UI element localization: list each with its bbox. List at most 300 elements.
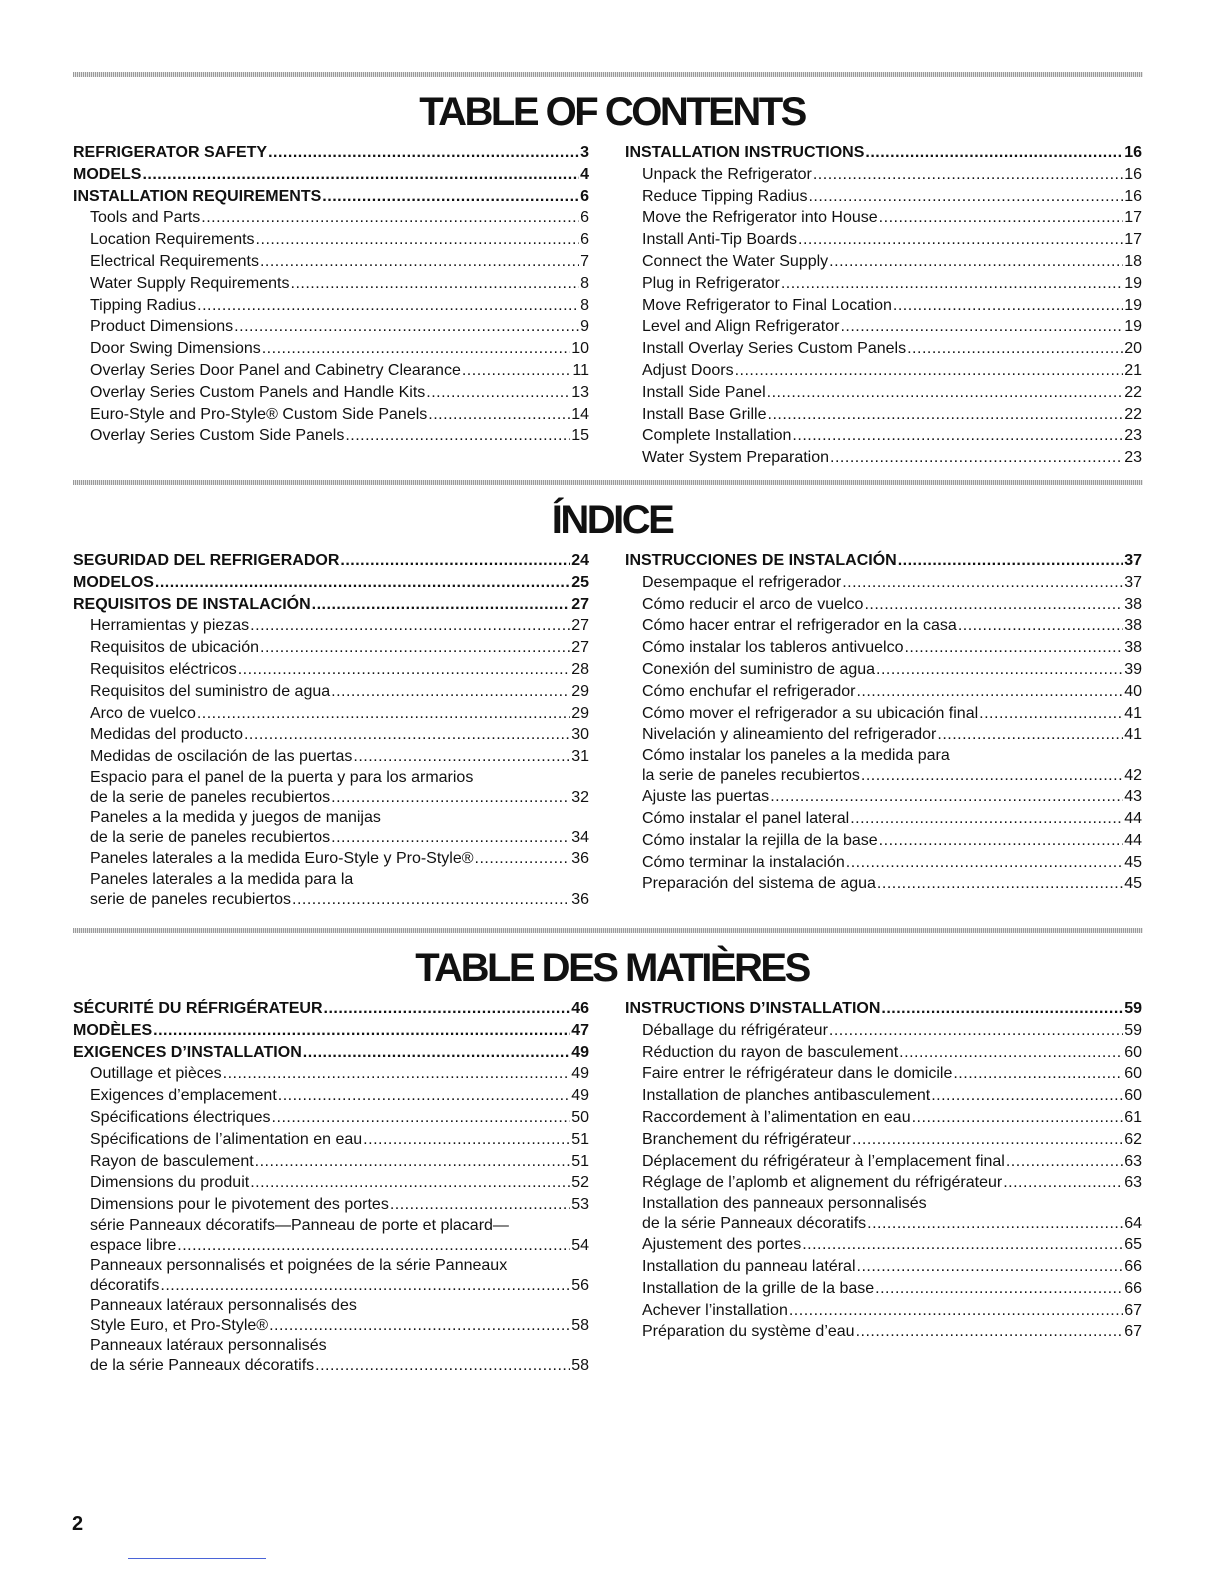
dot-leader (898, 550, 1123, 572)
toc-entry-page: 41 (1124, 704, 1142, 722)
toc-entry[interactable] (73, 808, 589, 848)
dot-leader (250, 1172, 570, 1194)
toc-entry-page: 59 (1124, 1021, 1142, 1039)
toc-entry[interactable] (73, 273, 589, 295)
toc-es-right-column (625, 550, 1142, 895)
toc-entry[interactable] (625, 360, 1142, 382)
toc-entry[interactable] (625, 681, 1142, 703)
toc-section-heading[interactable] (625, 142, 1142, 164)
toc-entry[interactable] (625, 1020, 1142, 1042)
toc-entry[interactable] (73, 425, 589, 447)
toc-entry-title: Cómo instalar los tableros antivuelco (642, 639, 904, 657)
toc-entry-page: 49 (571, 1087, 589, 1105)
toc-entry-page: 23 (1124, 427, 1142, 445)
toc-entry-page: 27 (571, 617, 589, 635)
dot-leader (876, 659, 1123, 681)
toc-entry-page: 16 (1124, 144, 1142, 161)
toc-section-heading[interactable] (73, 998, 589, 1020)
toc-entry-page: 18 (1124, 252, 1142, 270)
toc-entry-page: 49 (571, 1065, 589, 1083)
dot-leader (829, 251, 1123, 273)
toc-entry-title: Exigences d’emplacement (90, 1087, 277, 1105)
toc-entry[interactable] (73, 1063, 589, 1085)
dot-leader (303, 1042, 570, 1064)
dot-leader (867, 1214, 1123, 1234)
dot-leader (322, 186, 579, 208)
toc-entry[interactable] (73, 360, 589, 382)
dot-leader (353, 746, 570, 768)
toc-entry-title: REQUISITOS DE INSTALACIÓN (73, 595, 311, 613)
toc-entry-page: 51 (571, 1152, 589, 1170)
dot-leader (340, 550, 570, 572)
toc-entry[interactable] (73, 1216, 589, 1256)
toc-entry[interactable] (625, 830, 1142, 852)
toc-entry-title: Install Anti-Tip Boards (642, 231, 798, 249)
dot-leader (857, 1256, 1124, 1278)
toc-entry[interactable] (73, 207, 589, 229)
dot-leader (177, 1236, 570, 1256)
toc-entry-title-cont: serie de paneles recubiertos (90, 890, 292, 908)
toc-entry[interactable] (625, 1194, 1142, 1234)
toc-entry-title: Arco de vuelco (90, 704, 196, 722)
toc-entry-page: 36 (571, 890, 589, 908)
toc-entry-title: Réduction du rayon de basculement (642, 1043, 899, 1061)
toc-entry-page: 10 (571, 340, 589, 358)
toc-entry-title: Panneaux latéraux personnalisés (90, 1336, 327, 1354)
toc-entry[interactable] (625, 164, 1142, 186)
toc-entry[interactable] (73, 1194, 589, 1216)
dot-leader (879, 830, 1124, 852)
toc-entry-title: Cómo reducir el arco de vuelco (642, 595, 864, 613)
toc-section-heading[interactable] (73, 1042, 589, 1064)
toc-entry-page: 19 (1124, 318, 1142, 336)
toc-section-heading[interactable] (73, 164, 589, 186)
toc-entry-title: Installation du panneau latéral (642, 1257, 856, 1275)
toc-entry-title: Achever l’installation (642, 1301, 788, 1319)
toc-entry-page: 63 (1124, 1174, 1142, 1192)
toc-entry-title: Tipping Radius (90, 296, 197, 314)
toc-entry-title: MODELS (73, 165, 142, 183)
toc-entry[interactable] (625, 1042, 1142, 1064)
toc-section-heading[interactable] (625, 998, 1142, 1020)
dot-leader (201, 207, 579, 229)
toc-entry-page: 42 (1124, 767, 1142, 785)
dot-leader (256, 229, 580, 251)
toc-entry[interactable] (73, 1256, 589, 1296)
toc-entry[interactable] (625, 1107, 1142, 1129)
toc-entry-page: 47 (571, 1021, 589, 1039)
toc-entry[interactable] (625, 1234, 1142, 1256)
toc-entry[interactable] (625, 572, 1142, 594)
dot-leader (269, 1316, 570, 1336)
toc-entry[interactable] (625, 447, 1142, 469)
dot-leader (234, 316, 579, 338)
page-number: 2 (72, 1513, 84, 1535)
toc-entry-title: MODELOS (73, 573, 154, 591)
toc-entry-page: 23 (1124, 449, 1142, 467)
toc-entry-title: Cómo mover el refrigerador a su ubicación final (642, 704, 979, 722)
toc-entry-title: Move the Refrigerator into House (642, 209, 878, 227)
toc-entry-page: 67 (1124, 1301, 1142, 1319)
toc-entry-title: Cómo instalar la rejilla de la base (642, 831, 878, 849)
toc-entry-title: Electrical Requirements (90, 252, 259, 270)
dot-leader (802, 1234, 1123, 1256)
toc-entry-title: Préparation du système d’eau (642, 1323, 855, 1341)
dot-leader (315, 1356, 570, 1376)
toc-entry-title: INSTRUCTIONS D’INSTALLATION (625, 1000, 881, 1017)
toc-entry-title: Overlay Series Door Panel and Cabinetry Clearance (90, 361, 461, 379)
toc-entry-title: Medidas de oscilación de las puertas (90, 748, 353, 766)
toc-section-heading[interactable] (73, 594, 589, 616)
toc-entry-title: Product Dimensions (90, 318, 234, 336)
toc-title-es: ÍNDICE (551, 498, 673, 542)
toc-entry[interactable] (73, 746, 589, 768)
toc-entry-title: Tools and Parts (90, 209, 201, 227)
toc-entry[interactable] (625, 404, 1142, 426)
toc-section-heading[interactable] (73, 550, 589, 572)
dot-leader (768, 404, 1124, 426)
toc-entry-title: EXIGENCES D’INSTALLATION (73, 1043, 302, 1061)
toc-entry[interactable] (625, 251, 1142, 273)
toc-entry[interactable] (625, 724, 1142, 746)
toc-entry-page: 60 (1124, 1043, 1142, 1061)
toc-entry[interactable] (73, 681, 589, 703)
toc-entry-page: 24 (571, 552, 589, 569)
toc-entry[interactable] (625, 273, 1142, 295)
dot-leader (426, 382, 570, 404)
dot-leader (331, 828, 570, 848)
toc-entry[interactable] (625, 186, 1142, 208)
toc-entry[interactable] (625, 382, 1142, 404)
toc-entry-page: 29 (571, 704, 589, 722)
dot-leader (260, 251, 579, 273)
dot-leader (879, 207, 1124, 229)
dot-leader (861, 766, 1123, 786)
toc-entry[interactable] (625, 615, 1142, 637)
toc-entry-page: 60 (1124, 1065, 1142, 1083)
toc-entry-title-cont: de la serie de paneles recubiertos (90, 828, 331, 846)
toc-entry-page: 8 (580, 296, 589, 314)
toc-entry-page: 21 (1124, 361, 1142, 379)
toc-entry[interactable] (625, 207, 1142, 229)
dot-leader (268, 142, 579, 164)
toc-entry-page: 34 (571, 828, 589, 846)
toc-entry[interactable] (625, 1300, 1142, 1322)
toc-entry-title: Installation de la grille de la base (642, 1279, 875, 1297)
toc-entry[interactable] (625, 746, 1142, 786)
toc-entry-title: Panneaux latéraux personnalisés des (90, 1296, 357, 1314)
dot-leader (390, 1194, 570, 1216)
toc-entry-title: série Panneaux décoratifs—Panneau de porte et placard— (90, 1216, 509, 1234)
toc-entry[interactable] (73, 295, 589, 317)
toc-entry[interactable] (625, 338, 1142, 360)
toc-entry-page: 11 (572, 361, 589, 379)
toc-entry[interactable] (625, 1129, 1142, 1151)
toc-entry-title: Cómo enchufar el refrigerador (642, 682, 856, 700)
toc-entry-page: 38 (1124, 617, 1142, 635)
toc-section-heading[interactable] (73, 186, 589, 208)
dot-leader (324, 998, 571, 1020)
toc-entry-title: Herramientas y piezas (90, 617, 250, 635)
toc-entry[interactable] (625, 295, 1142, 317)
toc-entry[interactable] (73, 1107, 589, 1129)
toc-entry-page: 44 (1124, 831, 1142, 849)
toc-entry[interactable] (625, 659, 1142, 681)
toc-entry-title: Door Swing Dimensions (90, 340, 261, 358)
toc-entry-page: 49 (571, 1043, 589, 1061)
toc-section-heading[interactable] (625, 550, 1142, 572)
toc-entry-title: Installation des panneaux personnalisés (642, 1195, 927, 1213)
toc-entry-page: 45 (1124, 875, 1142, 893)
dot-leader (877, 873, 1123, 895)
dot-leader (428, 404, 570, 426)
toc-section-heading[interactable] (73, 572, 589, 594)
toc-entry[interactable] (625, 1151, 1142, 1173)
toc-entry-page: 15 (571, 427, 589, 445)
toc-title-en: TABLE OF CONTENTS (419, 90, 805, 134)
toc-fr-right-column (625, 998, 1142, 1343)
link-underline (128, 1558, 266, 1559)
dot-leader (244, 724, 570, 746)
toc-entry-title-cont: de la série Panneaux décoratifs (90, 1356, 315, 1374)
dot-leader (1006, 1151, 1123, 1173)
dot-leader (197, 703, 570, 725)
dot-leader (907, 338, 1123, 360)
toc-entry-page: 40 (1124, 682, 1142, 700)
toc-entry-page: 53 (571, 1196, 589, 1214)
section-divider (73, 72, 1143, 77)
toc-entry-page: 6 (580, 209, 589, 227)
toc-entry-page: 27 (571, 639, 589, 657)
dot-leader (142, 164, 579, 186)
toc-entry-page: 59 (1124, 1000, 1142, 1017)
toc-entry-page: 8 (580, 274, 589, 292)
toc-entry-page: 45 (1124, 853, 1142, 871)
toc-entry-title-cont: de la série Panneaux décoratifs (642, 1215, 867, 1233)
dot-leader (856, 1321, 1124, 1343)
toc-entry[interactable] (625, 316, 1142, 338)
dot-leader (937, 724, 1123, 746)
dot-leader (899, 1042, 1123, 1064)
toc-entry-page: 38 (1124, 595, 1142, 613)
toc-entry-page: 19 (1124, 274, 1142, 292)
toc-entry-page: 16 (1124, 165, 1142, 183)
toc-entry-page: 6 (580, 187, 589, 205)
dot-leader (160, 1276, 570, 1296)
dot-leader (864, 594, 1123, 616)
toc-entry-title: Ajustement des portes (642, 1236, 802, 1254)
toc-entry-title: Unpack the Refrigerator (642, 165, 812, 183)
toc-entry[interactable] (625, 703, 1142, 725)
toc-entry-title: Desempaque el refrigerador (642, 573, 842, 591)
toc-entry[interactable] (73, 1129, 589, 1151)
dot-leader (153, 1020, 570, 1042)
toc-entry-title: Installation de planches antibasculement (642, 1087, 931, 1105)
toc-entry[interactable] (625, 1172, 1142, 1194)
dot-leader (912, 1107, 1124, 1129)
toc-entry[interactable] (73, 659, 589, 681)
dot-leader (262, 338, 570, 360)
toc-entry[interactable] (73, 316, 589, 338)
toc-entry-page: 67 (1124, 1323, 1142, 1341)
toc-entry-title-cont: Style Euro, et Pro-Style® (90, 1316, 269, 1334)
toc-entry-title: MODÈLES (73, 1021, 153, 1039)
toc-entry-title: Espacio para el panel de la puerta y para los armarios (90, 768, 474, 786)
toc-entry-page: 46 (571, 1000, 589, 1017)
toc-entry[interactable] (625, 229, 1142, 251)
dot-leader (856, 681, 1123, 703)
dot-leader (255, 1151, 571, 1173)
dot-leader (792, 425, 1123, 447)
dot-leader (331, 788, 570, 808)
toc-entry-page: 3 (580, 144, 589, 161)
toc-entry-title: Dimensions du produit (90, 1174, 250, 1192)
toc-entry[interactable] (625, 594, 1142, 616)
toc-entry-page: 25 (571, 573, 589, 591)
toc-entry[interactable] (625, 873, 1142, 895)
toc-entry-title: REFRIGERATOR SAFETY (73, 144, 268, 161)
toc-entry-title: Paneles a la medida y juegos de manijas (90, 808, 381, 826)
toc-entry[interactable] (73, 1172, 589, 1194)
toc-entry[interactable] (625, 1321, 1142, 1343)
toc-entry-title: Panneaux personnalisés et poignées de la série Panneaux (90, 1256, 508, 1274)
toc-entry[interactable] (625, 1085, 1142, 1107)
toc-entry-page: 36 (571, 849, 589, 867)
dot-leader (312, 594, 571, 616)
toc-entry[interactable] (625, 1278, 1142, 1300)
toc-entry-title: Nivelación y alineamiento del refrigerador (642, 726, 937, 744)
toc-section-heading[interactable] (73, 142, 589, 164)
toc-entry-page: 62 (1124, 1130, 1142, 1148)
dot-leader (363, 1129, 570, 1151)
dot-leader (781, 273, 1123, 295)
toc-entry[interactable] (73, 870, 589, 910)
toc-entry-page: 51 (571, 1130, 589, 1148)
toc-entry[interactable] (625, 425, 1142, 447)
toc-entry-title: Cómo instalar el panel lateral (642, 809, 850, 827)
toc-entry-page: 50 (571, 1108, 589, 1126)
toc-entry[interactable] (625, 852, 1142, 874)
toc-entry[interactable] (625, 808, 1142, 830)
toc-entry-title: Ajuste las puertas (642, 788, 770, 806)
toc-entry-page: 22 (1124, 383, 1142, 401)
toc-entry-page: 29 (571, 682, 589, 700)
toc-entry-page: 30 (571, 726, 589, 744)
toc-entry[interactable] (73, 404, 589, 426)
toc-entry-page: 6 (580, 231, 589, 249)
dot-leader (260, 637, 570, 659)
dot-leader (840, 316, 1123, 338)
toc-entry[interactable] (73, 251, 589, 273)
toc-entry-page: 20 (1124, 340, 1142, 358)
toc-entry-title: Cómo hacer entrar el refrigerador en la casa (642, 617, 957, 635)
toc-entry-page: 41 (1124, 726, 1142, 744)
toc-entry[interactable] (73, 768, 589, 808)
toc-entry-title: Install Base Grille (642, 405, 767, 423)
toc-entry-page: 17 (1124, 231, 1142, 249)
toc-entry-title: Move Refrigerator to Final Location (642, 296, 892, 314)
toc-entry-page: 7 (580, 252, 589, 270)
toc-entry-title: Déplacement du réfrigérateur à l’emplacement final (642, 1152, 1005, 1170)
toc-entry[interactable] (73, 848, 589, 870)
toc-entry-page: 4 (580, 165, 589, 183)
toc-entry[interactable] (73, 338, 589, 360)
dot-leader (813, 164, 1123, 186)
dot-leader (278, 1085, 570, 1107)
dot-leader (829, 1020, 1123, 1042)
toc-entry-title: Branchement du réfrigérateur (642, 1130, 851, 1148)
toc-entry-page: 43 (1124, 788, 1142, 806)
toc-entry-title: Install Side Panel (642, 383, 766, 401)
toc-entry-title: Cómo terminar la instalación (642, 853, 845, 871)
dot-leader (881, 998, 1123, 1020)
toc-entry[interactable] (625, 1063, 1142, 1085)
toc-entry-page: 56 (571, 1276, 589, 1294)
toc-entry-page: 58 (571, 1356, 589, 1374)
toc-entry-title: Euro-Style and Pro-Style® Custom Side Panels (90, 405, 428, 423)
toc-entry[interactable] (73, 382, 589, 404)
toc-entry-title: Complete Installation (642, 427, 792, 445)
toc-entry[interactable] (73, 1296, 589, 1336)
toc-entry-page: 61 (1124, 1108, 1142, 1126)
toc-entry-title: Rayon de basculement (90, 1152, 254, 1170)
toc-entry[interactable] (73, 1336, 589, 1376)
dot-leader (475, 848, 571, 870)
dot-leader (291, 273, 580, 295)
toc-entry-title: Spécifications électriques (90, 1108, 271, 1126)
toc-entry-title: SEGURIDAD DEL REFRIGERADOR (73, 552, 340, 569)
toc-entry-title: Paneles laterales a la medida Euro-Style y Pro-Style® (90, 849, 474, 867)
dot-leader (865, 142, 1123, 164)
toc-entry-title: Spécifications de l’alimentation en eau (90, 1130, 363, 1148)
toc-section-heading[interactable] (73, 1020, 589, 1042)
dot-leader (979, 703, 1123, 725)
toc-entry-title: Raccordement à l’alimentation en eau (642, 1108, 911, 1126)
dot-leader (197, 295, 579, 317)
toc-entry[interactable] (73, 229, 589, 251)
toc-entry[interactable] (73, 724, 589, 746)
toc-entry-title: Cómo instalar los paneles a la medida para (642, 747, 950, 765)
toc-entry-page: 16 (1124, 187, 1142, 205)
dot-leader (875, 1278, 1123, 1300)
dot-leader (893, 295, 1123, 317)
toc-entry-title-cont: espace libre (90, 1236, 177, 1254)
toc-entry[interactable] (73, 703, 589, 725)
toc-entry[interactable] (73, 615, 589, 637)
toc-entry[interactable] (625, 786, 1142, 808)
toc-entry[interactable] (73, 637, 589, 659)
dot-leader (272, 1107, 571, 1129)
dot-leader (770, 786, 1123, 808)
toc-entry-page: 39 (1124, 660, 1142, 678)
toc-entry-page: 60 (1124, 1087, 1142, 1105)
dot-leader (292, 890, 570, 910)
toc-entry-title: Plug in Refrigerator (642, 274, 780, 292)
toc-entry-title: Reduce Tipping Radius (642, 187, 808, 205)
toc-entry-title: Faire entrer le réfrigérateur dans le domicile (642, 1065, 953, 1083)
toc-entry-title: INSTALLATION REQUIREMENTS (73, 187, 322, 205)
toc-entry-title: Location Requirements (90, 231, 255, 249)
toc-entry-title-cont: de la serie de paneles recubiertos (90, 788, 331, 806)
toc-entry[interactable] (625, 637, 1142, 659)
dot-leader (155, 572, 570, 594)
toc-entry-title-cont: la serie de paneles recubiertos (642, 767, 860, 785)
toc-entry[interactable] (73, 1085, 589, 1107)
toc-entry[interactable] (73, 1151, 589, 1173)
toc-entry[interactable] (625, 1256, 1142, 1278)
dot-leader (331, 681, 570, 703)
toc-entry-page: 38 (1124, 639, 1142, 657)
